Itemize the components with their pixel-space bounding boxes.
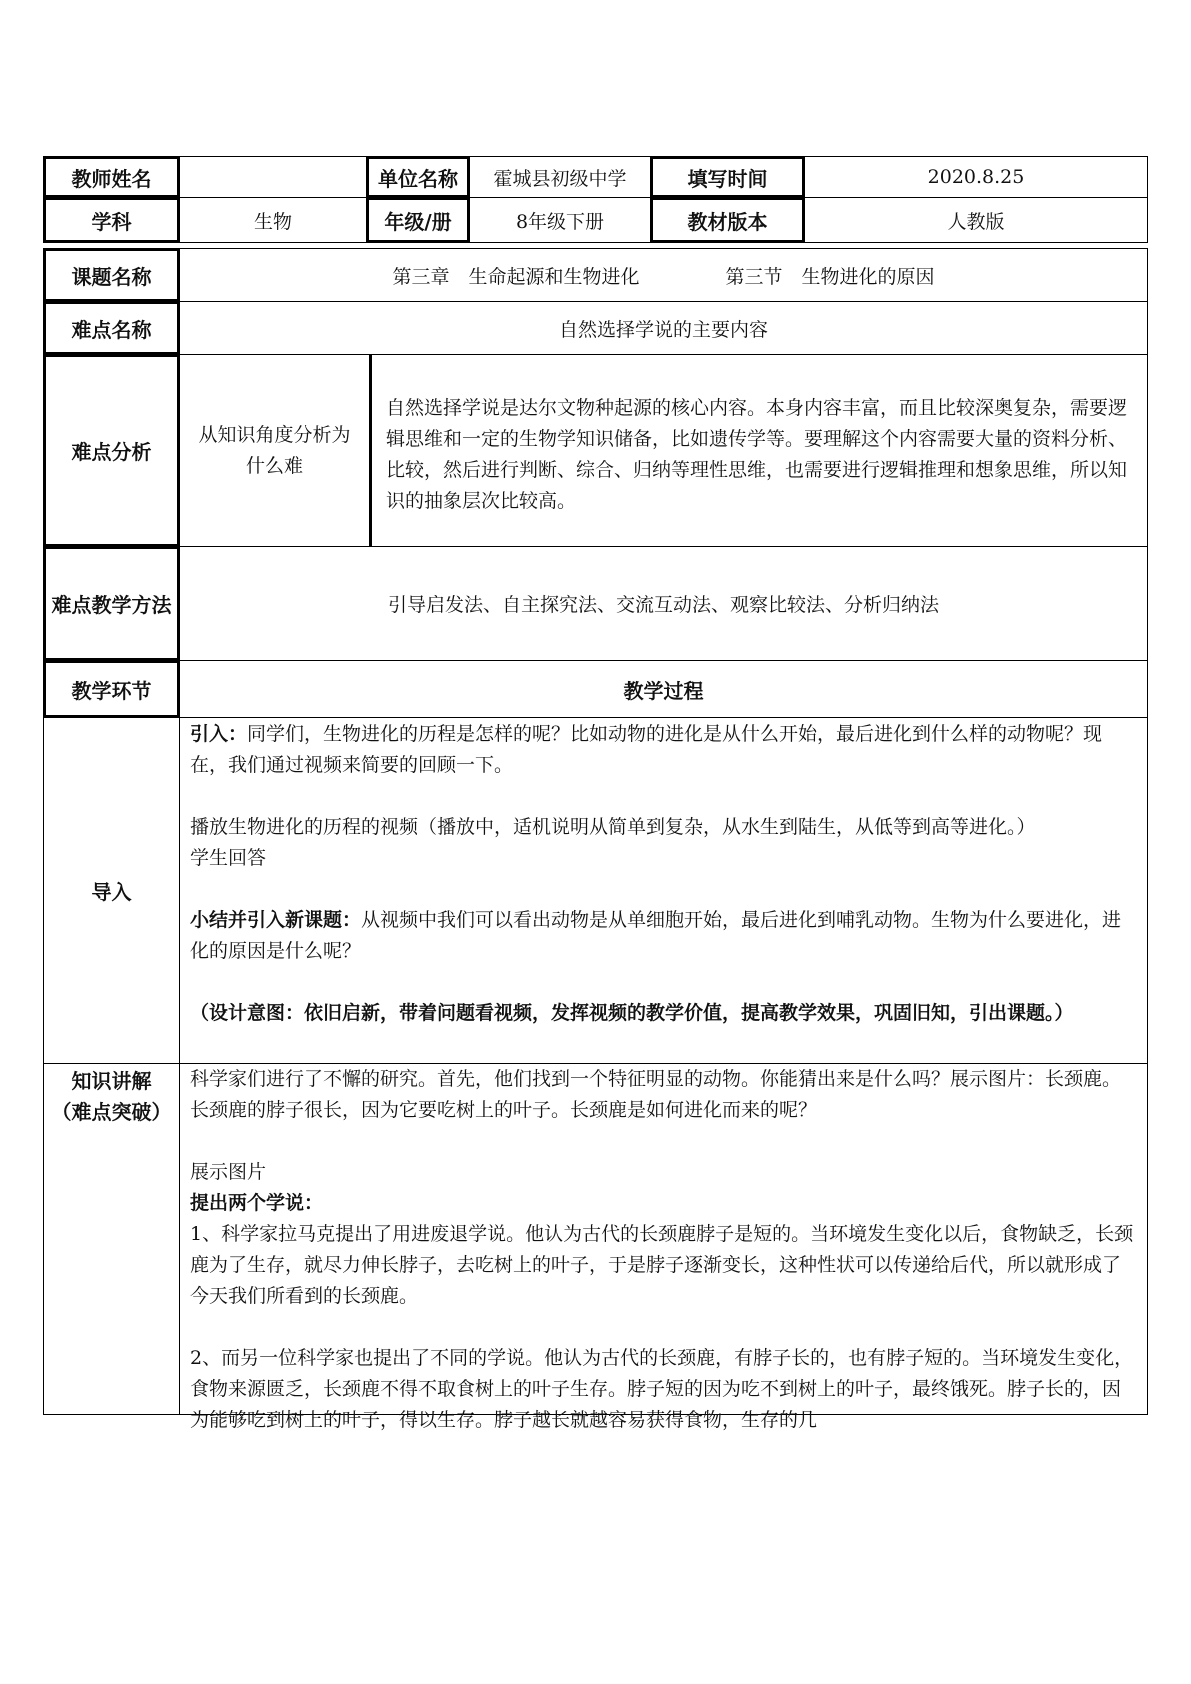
knowledge-two-theories: 提出两个学说： — [190, 1192, 324, 1214]
intro-design-intent: （设计意图：依旧启新，带着问题看视频，发挥视频的教学价值，提高教学效果，巩固旧知，引出课题。） — [190, 1002, 1074, 1024]
method-label: 难点教学方法 — [43, 546, 180, 661]
header-row-1 — [43, 156, 1148, 198]
knowledge-paragraph-lamarck: 1、科学家拉马克提出了用进废退学说。他认为古代的长颈鹿脖子是短的。当环境发生变化以后，食物缺乏，长颈鹿为了生存，就尽力伸长脖子，去吃树上的叶子，于是脖子逐渐变长，这种性状可以传递给后代，所以就形成了今天我们所看到的长颈鹿。 — [190, 1223, 1134, 1307]
method-row — [43, 546, 1148, 661]
teacher-value — [179, 156, 367, 198]
knowledge-paragraph-2: 展示图片 — [190, 1161, 267, 1183]
analysis-sub-label: 从知识角度分析为什么难 — [179, 354, 370, 547]
unit-label: 单位名称 — [366, 156, 470, 198]
topic-row — [43, 248, 1148, 302]
header-row-2 — [43, 197, 1148, 243]
intro-row — [43, 717, 1148, 1064]
knowledge-label-line-1: 知识讲解 — [71, 1069, 152, 1093]
topic-chapter: 第三章 生命起源和生物进化 — [392, 265, 640, 288]
intro-paragraph-2: 播放生物进化的历程的视频（播放中，适机说明从简单到复杂，从水生到陆生，从低等到高等进化。） — [190, 816, 1036, 838]
edition-value: 人教版 — [804, 197, 1148, 243]
analysis-row — [43, 354, 1148, 547]
analysis-label: 难点分析 — [43, 354, 180, 547]
knowledge-label-line-2: （难点突破） — [51, 1100, 172, 1124]
method-value: 引导启发法、自主探究法、交流互动法、观察比较法、分析归纳法 — [179, 546, 1148, 661]
difficulty-label: 难点名称 — [43, 301, 180, 355]
unit-value: 霍城县初级中学 — [469, 156, 651, 198]
difficulty-value: 自然选择学说的主要内容 — [179, 301, 1148, 355]
time-label: 填写时间 — [650, 156, 805, 198]
knowledge-paragraph-1: 科学家们进行了不懈的研究。首先，他们找到一个特征明显的动物。你能猜出来是什么吗？展示图片：长颈鹿。长颈鹿的脖子很长，因为它要吃树上的叶子。长颈鹿是如何进化而来的呢？ — [190, 1068, 1122, 1121]
intro-label: 导入 — [43, 717, 180, 1064]
knowledge-label — [43, 1063, 180, 1415]
process-header-right: 教学过程 — [179, 660, 1148, 718]
analysis-text: 自然选择学说是达尔文物种起源的核心内容。本身内容丰富，而且比较深奥复杂，需要逻辑思维和一定的生物学知识储备，比如遗传学等。要理解这个内容需要大量的资料分析、比较，然后进行判断、综合、归纳等理性思维，也需要进行逻辑推理和想象思维，所以知识的抽象层次比较高。 — [369, 354, 1148, 547]
grade-value: 8年级下册 — [469, 197, 651, 243]
knowledge-row — [43, 1063, 1148, 1431]
intro-lead-in: 引入： — [190, 723, 248, 745]
intro-paragraph-1: 引入：同学们，生物进化的历程是怎样的呢？比如动物的进化是从什么开始，最后进化到什么样的动物呢？现在，我们通过视频来简要的回顾一下。 — [190, 723, 1103, 776]
intro-summary-lead: 小结并引入新课题： — [190, 909, 362, 931]
time-value: 2020.8.25 — [804, 156, 1148, 198]
grade-label: 年级/册 — [366, 197, 470, 243]
topic-value — [179, 248, 1148, 302]
intro-paragraph-4: 小结并引入新课题：从视频中我们可以看出动物是从单细胞开始，最后进化到哺乳动物。生物为什么要进化，进化的原因是什么呢？ — [190, 909, 1122, 962]
knowledge-content — [179, 1063, 1148, 1431]
intro-paragraph-3: 学生回答 — [190, 847, 267, 869]
topic-section: 第三节 生物进化的原因 — [725, 265, 935, 288]
difficulty-row — [43, 301, 1148, 355]
intro-content — [179, 717, 1148, 1064]
process-header-row — [43, 660, 1148, 718]
subject-value: 生物 — [179, 197, 367, 243]
edition-label: 教材版本 — [650, 197, 805, 243]
knowledge-paragraph-darwin: 2、而另一位科学家也提出了不同的学说。他认为古代的长颈鹿，有脖子长的，也有脖子短的。当环境发生变化，食物来源匮乏，长颈鹿不得不取食树上的叶子生存。脖子短的因为吃不到树上的叶子，最终饿死。脖子长的，因为能够吃到树上的叶子，得以生存。脖子越长就越容易获得食物，生存的几 — [190, 1347, 1134, 1431]
subject-label: 学科 — [43, 197, 180, 243]
topic-label: 课题名称 — [43, 248, 180, 302]
process-header-left: 教学环节 — [43, 660, 180, 718]
teacher-label: 教师姓名 — [43, 156, 180, 198]
